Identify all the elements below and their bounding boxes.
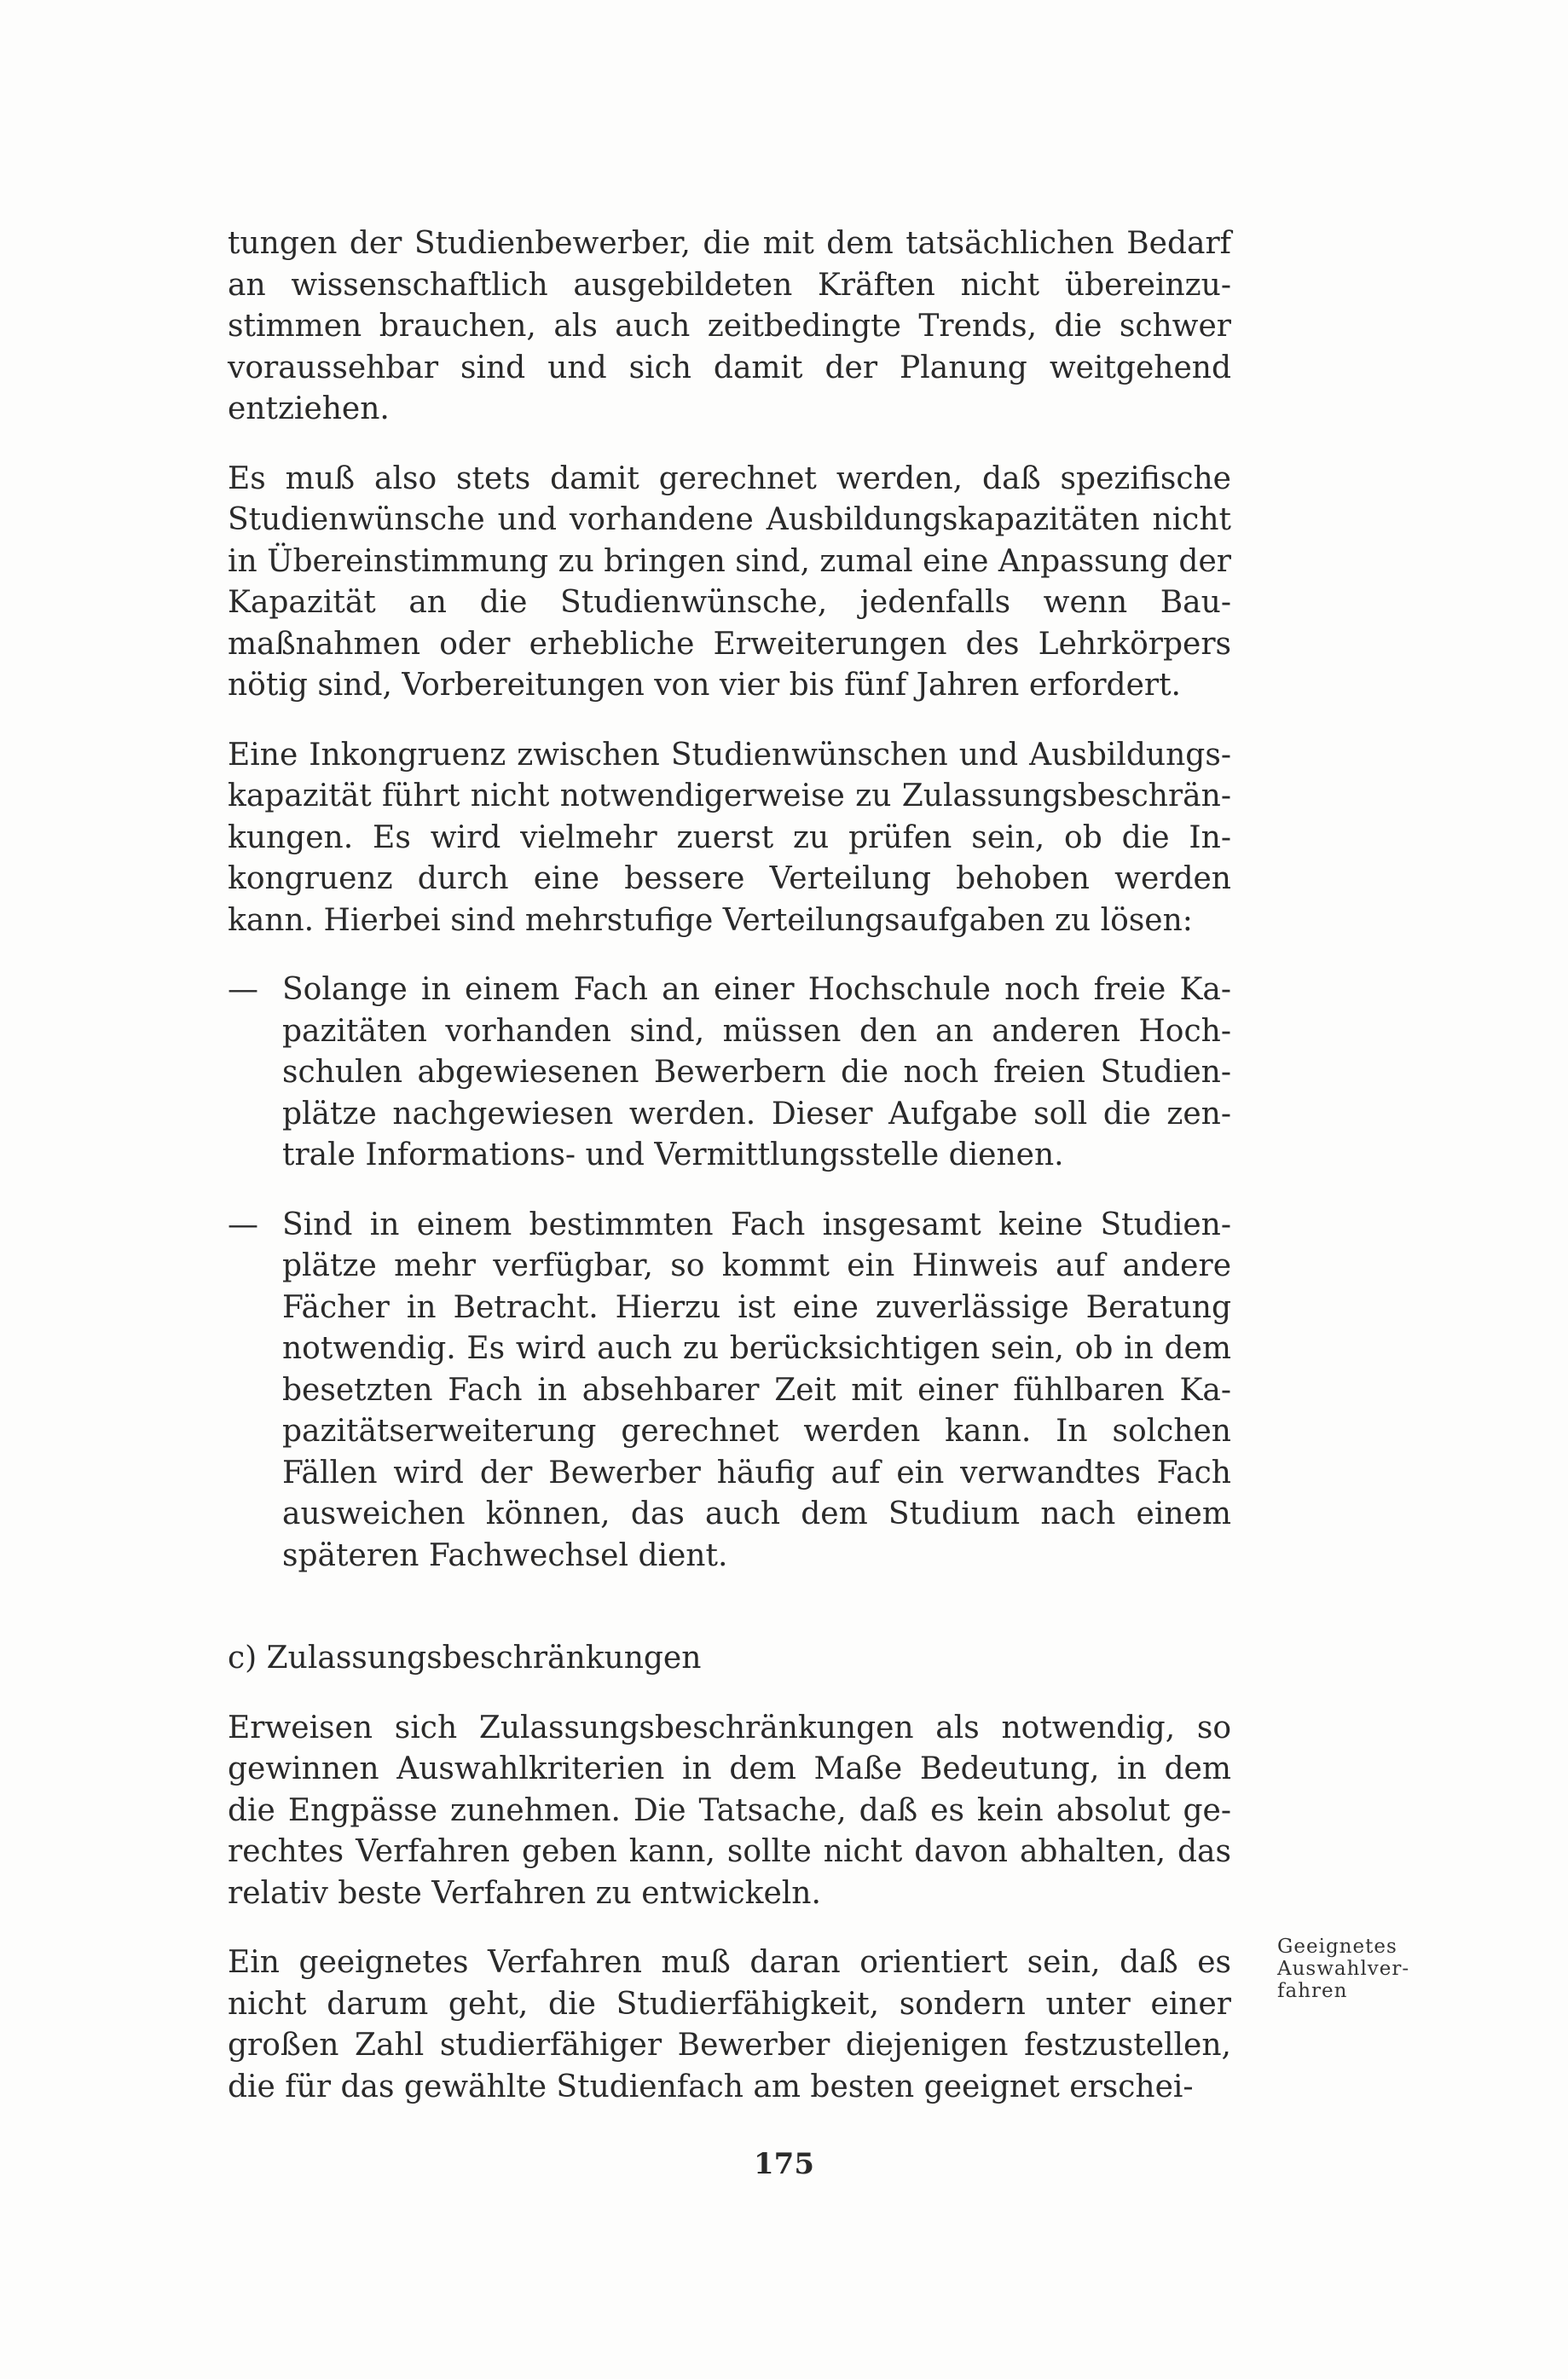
page-number: 175	[754, 2147, 814, 2181]
list-item-text: Sind in einem bestimmten Fach insgesamt keine Studienplätze mehr verfügbar, so kommt ein Hinweis auf andere Fächer in Betracht. Hierzu ist eine zuverlässige Beratung notwendig. Es wird auch zu berücksichtigen sein, ob in dem besetzten Fach in absehbarer Zeit mit einer fühlbaren Kapazitätserweiterung gerechnet werden kann. In solchen Fällen wird der Bewerber häufig auf ein verwandtes Fach ausweichen können, das auch dem Studium nach einem späteren Fachwechsel dient.	[282, 1207, 1231, 1573]
dash-list	[228, 970, 1231, 1577]
section-heading: c) Zulassungsbeschränkungen	[228, 1641, 702, 1676]
margin-note-line: Geeignetes	[1277, 1936, 1397, 1958]
paragraph-5: Ein geeignetes Verfahren muß daran orientiert sein, daß es nicht darum geht, die Studierfähigkeit, sondern unter einer großen Zahl studierfähiger Bewerber diejenigen festzustellen, die für das gewählte Studienfach am besten geeignet erschei-	[228, 1945, 1231, 2104]
list-item-text: Solange in einem Fach an einer Hochschule noch freie Kapazitäten vorhanden sind, müssen den an anderen Hochschulen abgewiesenen Bewerbern die noch freien Studienplätze nachgewiesen werden. Dieser Aufgabe soll die zentrale Informations- und Vermittlungsstelle dienen.	[282, 972, 1231, 1172]
margin-note-line: fahren	[1277, 1980, 1348, 2002]
margin-note-line: Auswahlver-	[1277, 1958, 1410, 1980]
paragraph-3: Eine Inkongruenz zwischen Studienwünschen und Ausbildungskapazität führt nicht notwendigerweise zu Zulassungsbeschränkungen. Es wird vielmehr zuerst zu prüfen sein, ob die Inkongruenz durch eine bessere Verteilung behoben werden kann. Hierbei sind mehrstufige Verteilungsaufgaben zu lösen:	[228, 737, 1231, 938]
paragraph-1: tungen der Studienbewerber, die mit dem tatsächlichen Bedarf an wissenschaftlich ausgebildeten Kräften nicht übereinzustimmen brauchen, als auch zeitbedingte Trends, die schwer voraussehbar sind und sich damit der Planung weitgehend entziehen.	[228, 226, 1231, 426]
dash-marker: —	[228, 1207, 258, 1242]
dash-marker: —	[228, 972, 258, 1007]
list-item	[228, 1205, 1231, 1577]
margin-note	[1277, 1936, 1439, 2002]
paragraph-2: Es muß also stets damit gerechnet werden, daß spezifische Studienwünsche und vorhandene Ausbildungskapazitäten nicht in Übereinstimmung zu bringen sind, zumal eine Anpassung der Kapazität an die Studienwünsche, jedenfalls wenn Baumaßnahmen oder erhebliche Erweiterungen des Lehrkörpers nötig sind, Vorbereitungen von vier bis fünf Jahren erfordert.	[228, 460, 1231, 703]
paragraph-4: Erweisen sich Zulassungsbeschränkungen als notwendig, so gewinnen Auswahlkriterien in dem Maße Bedeutung, in dem die Engpässe zunehmen. Die Tatsache, daß es kein absolut gerechtes Verfahren geben kann, sollte nicht davon abhalten, das relativ beste Verfahren zu entwickeln.	[228, 1710, 1231, 1911]
list-item	[228, 970, 1231, 1177]
page-body	[228, 223, 1231, 2136]
